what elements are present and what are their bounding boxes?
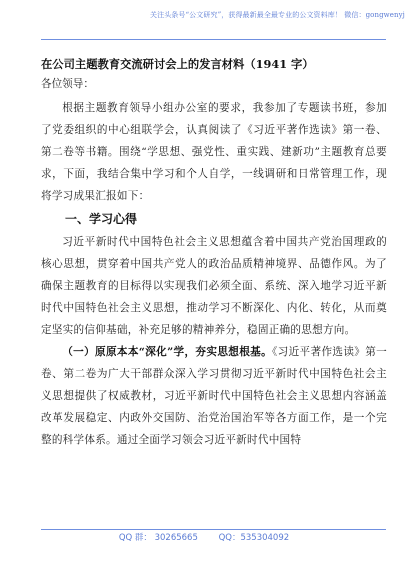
footer-divider bbox=[41, 529, 386, 530]
document-title: 在公司主题教育交流研讨会上的发言材料（1941 字） bbox=[41, 57, 314, 71]
greeting: 各位领导： bbox=[41, 78, 94, 90]
intro-paragraph: 根据主题教育领导小组办公室的要求，我参加了专题读书班，参加了党委组织的中心组联学会，认真阅读了《习近平著作选读》第一卷、第二卷等书籍。围绕“学思想、强党性、重实践、建新功”主题教育总要求，下面，我结合集中学习和个人自学，一线调研和日常管理工作，现将学习成果汇报如下： bbox=[41, 102, 387, 202]
footer-qq-group: QQ 群： 30265665 bbox=[118, 533, 198, 543]
subsection-paragraph bbox=[41, 341, 387, 451]
document-body bbox=[41, 56, 387, 451]
subsection-text: 《习近平著作选读》第一卷、第二卷为广大干部群众深入学习贯彻习近平新时代中国特色社会主义思想提供了权威教材，习近平新时代中国特色社会主义思想内容涵盖改革发展稳定、内政外交国防、治党治国治军等各方面工作，是一个完整的科学体系。通过全面学习领会习近平新时代中国特 bbox=[41, 346, 387, 446]
section-heading: 一、学习心得 bbox=[65, 212, 138, 226]
footer bbox=[0, 531, 408, 543]
subsection-heading: （一）原原本本“深化”学，夯实思想根基。 bbox=[62, 346, 273, 358]
header-banner: 关注头条号“公文研究”，获得最新最全最专业的公文资料库！ 微信：gongwenyj bbox=[150, 11, 405, 19]
footer-qq: QQ：535304092 bbox=[218, 533, 290, 543]
header-divider bbox=[41, 39, 386, 40]
section-paragraph: 习近平新时代中国特色社会主义思想蕴含着中国共产党治国理政的核心思想，贯穿着中国共产党人的政治品质精神境界、品德作风。为了确保主题教育的目标得以实现我们必须全面、系统、深入地学习近平新时代中国特色社会主义思想，推动学习不断深化、内化、转化，从而奠定坚实的信仰基础，补充足够的精神养分，稳固正确的思想方向。 bbox=[41, 236, 387, 336]
